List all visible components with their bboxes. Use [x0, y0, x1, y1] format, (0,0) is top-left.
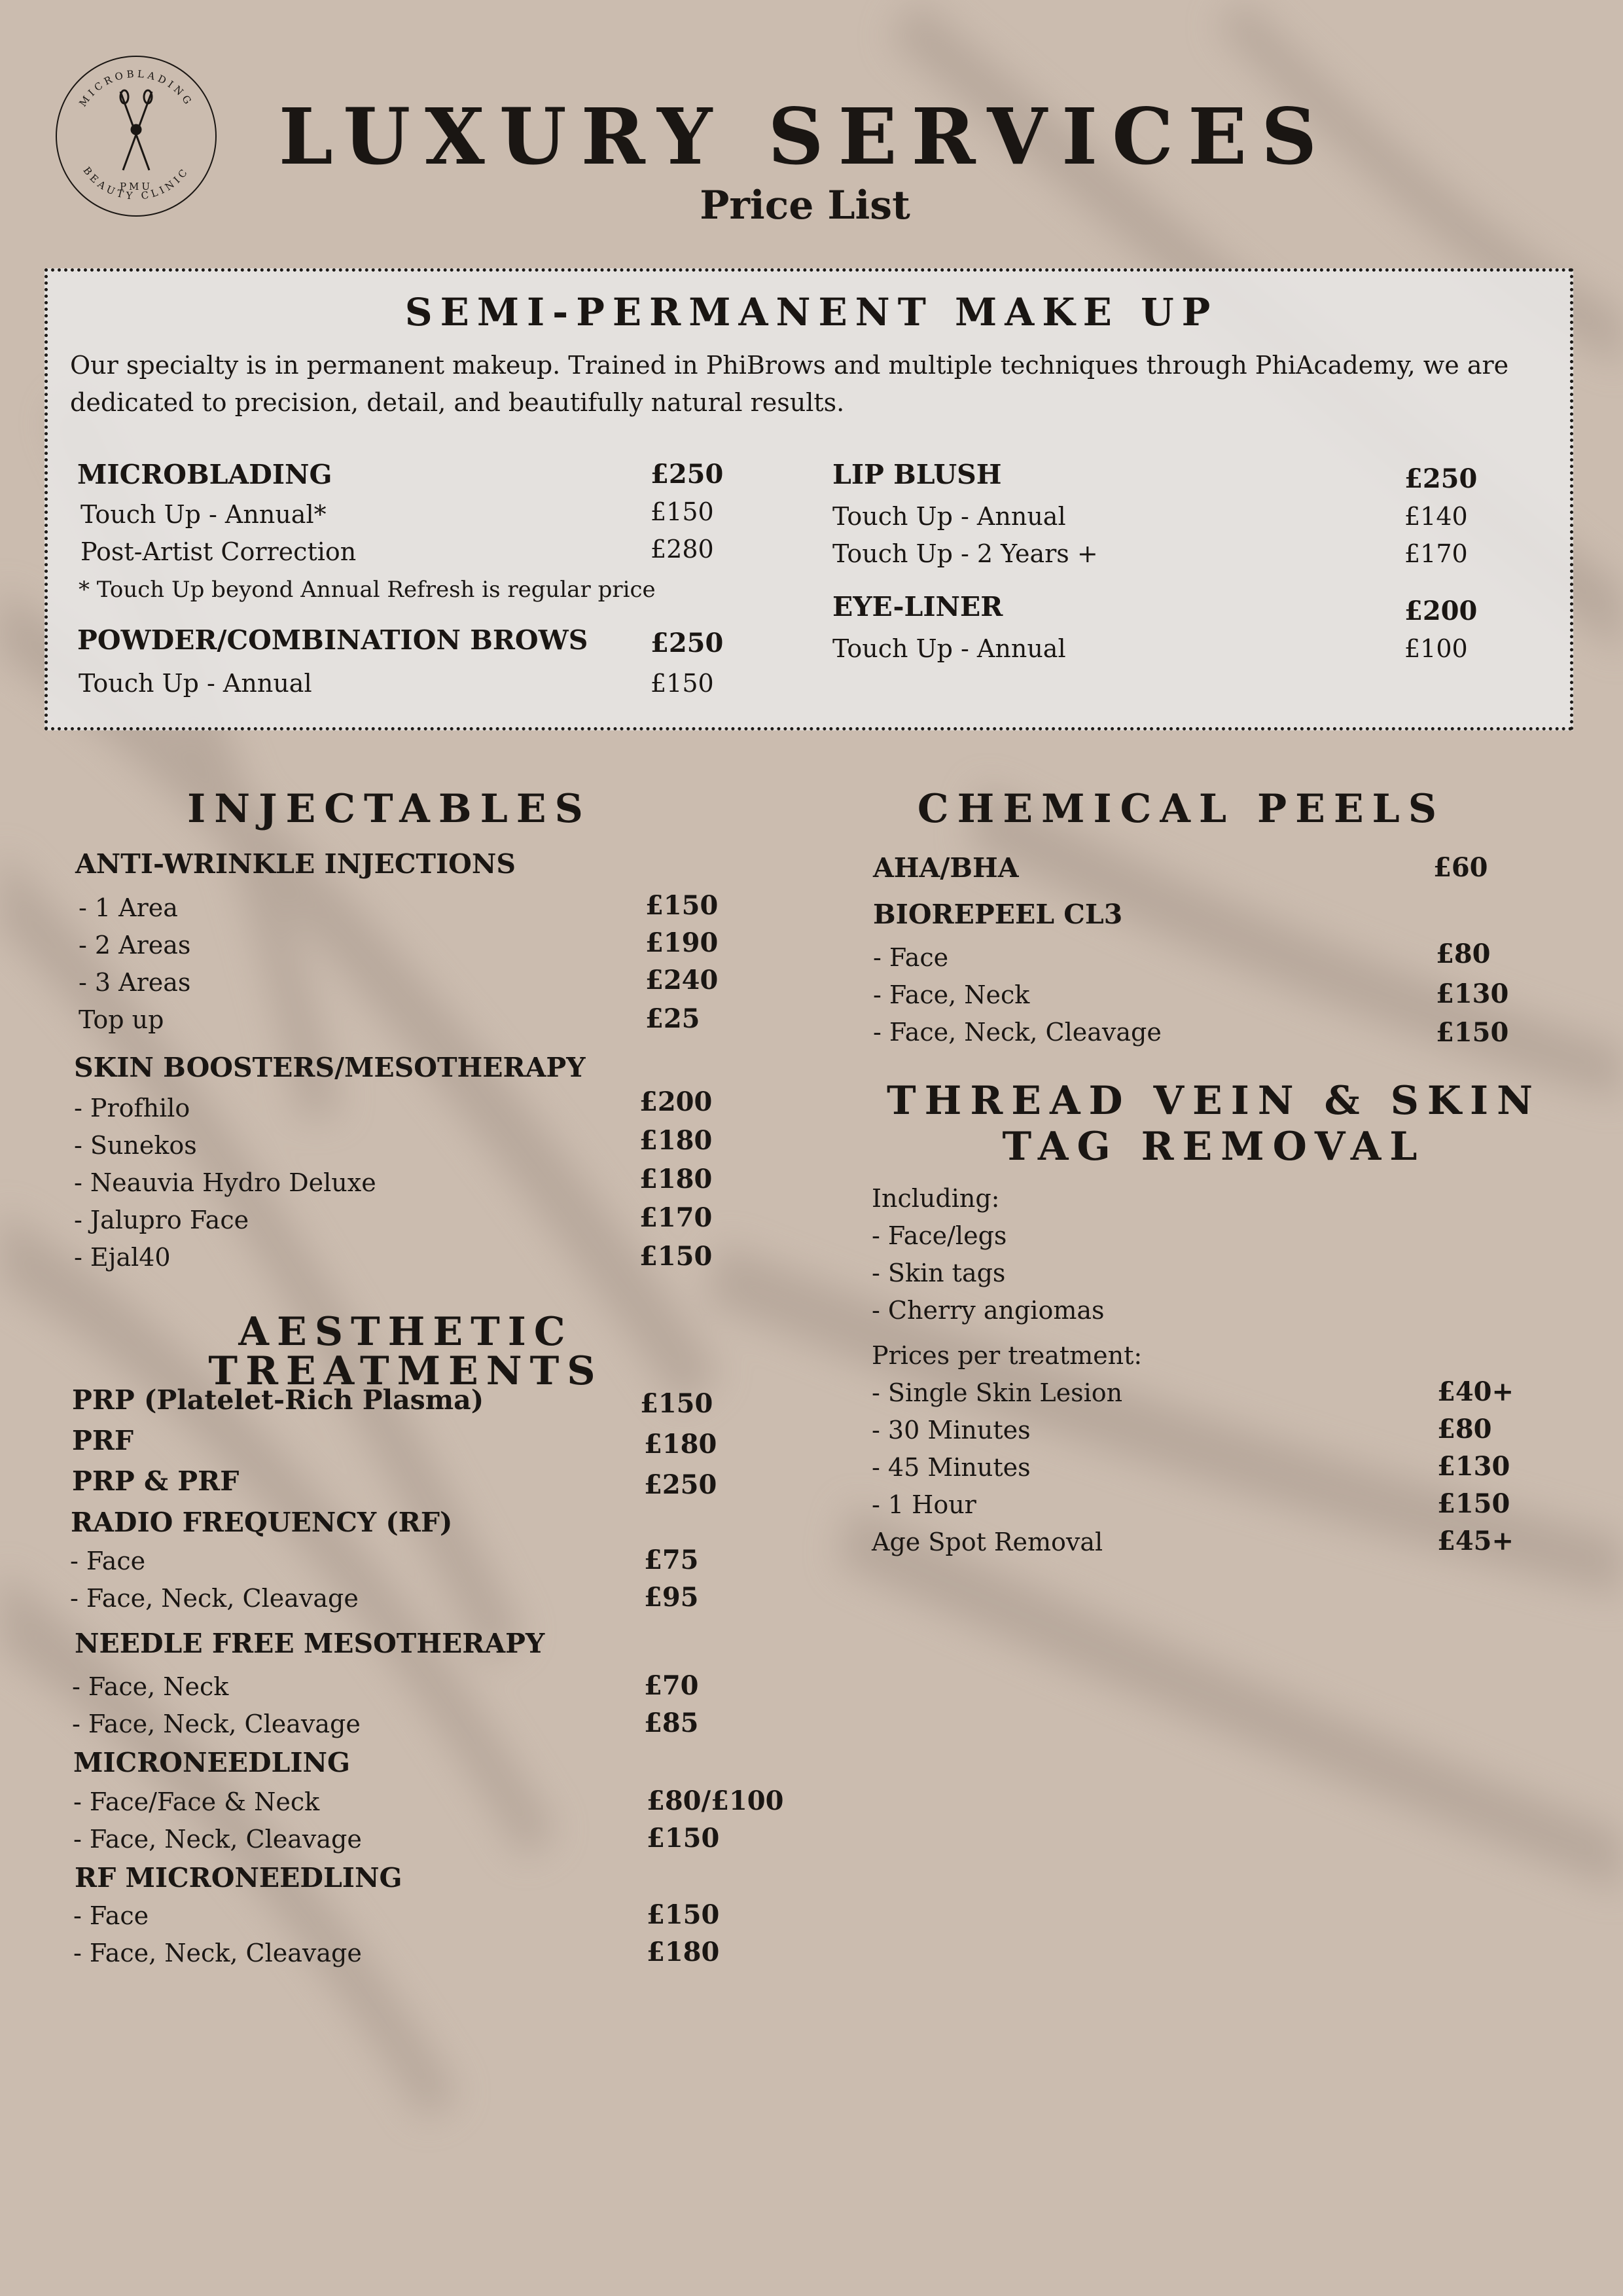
service-name: Top up [79, 1005, 164, 1034]
service-price: £170 [1404, 539, 1468, 568]
service-price: £150 [639, 1241, 713, 1272]
service-price: £100 [1404, 634, 1468, 663]
service-name: MICROBLADING [77, 459, 332, 490]
service-name: - Sunekos [74, 1131, 197, 1160]
service-price: £150 [1436, 1017, 1509, 1048]
service-group-title: NEEDLE FREE MESOTHERAPY [75, 1628, 545, 1659]
including-item: - Skin tags [872, 1259, 1006, 1287]
service-name: - Face, Neck, Cleavage [73, 1939, 362, 1967]
service-name: - Face [73, 1901, 149, 1930]
service-name: Post-Artist Correction [80, 537, 357, 566]
service-name: PRP & PRF [72, 1465, 240, 1497]
service-name: - 3 Areas [79, 968, 191, 997]
service-name: - Face, Neck [72, 1672, 229, 1701]
service-price: £150 [647, 1823, 720, 1854]
service-group-title: RF MICRONEEDLING [75, 1862, 402, 1893]
service-name: - Face, Neck, Cleavage [73, 1825, 362, 1854]
service-price: £130 [1437, 1451, 1510, 1482]
service-name: - Neauvia Hydro Deluxe [74, 1168, 376, 1197]
service-price: £130 [1436, 978, 1509, 1009]
service-name: - 30 Minutes [872, 1416, 1031, 1444]
service-name: Touch Up - 2 Years + [832, 539, 1098, 568]
service-price: £75 [644, 1545, 699, 1575]
service-price: £200 [639, 1086, 713, 1117]
page-subtitle: Price List [700, 183, 910, 228]
service-price: £180 [644, 1429, 717, 1460]
page-title: LUXURY SERVICES [278, 91, 1332, 182]
service-price: £180 [639, 1164, 713, 1194]
service-name: PRP (Platelet-Rich Plasma) [72, 1384, 484, 1416]
service-price: £250 [651, 459, 724, 490]
service-name: - Face [70, 1547, 146, 1575]
service-name: - Ejal40 [74, 1243, 171, 1272]
section-title-thread-vein-line1: THREAD VEIN & SKIN [887, 1078, 1541, 1124]
service-note: * Touch Up beyond Annual Refresh is regular price [79, 577, 656, 603]
including-item: - Face/legs [872, 1221, 1007, 1250]
service-price: £140 [1404, 502, 1468, 531]
service-name: - 45 Minutes [872, 1453, 1031, 1482]
service-name: - 2 Areas [79, 931, 191, 960]
service-price: £45+ [1437, 1526, 1514, 1556]
service-price: £95 [644, 1582, 699, 1613]
including-label: Including: [872, 1184, 1000, 1213]
service-price: £80 [1437, 1414, 1492, 1444]
service-name: Age Spot Removal [872, 1528, 1103, 1556]
service-name: - 1 Area [79, 893, 178, 922]
section-title-injectables: INJECTABLES [187, 786, 592, 832]
including-item: - Cherry angiomas [872, 1296, 1105, 1325]
service-name: EYE-LINER [832, 591, 1003, 622]
service-group-title: MICRONEEDLING [73, 1747, 351, 1778]
prices-label: Prices per treatment: [872, 1341, 1143, 1370]
service-name: - Face, Neck, Cleavage [70, 1584, 359, 1613]
service-price: £150 [640, 1388, 713, 1419]
service-price: £150 [651, 669, 714, 698]
service-price: £60 [1433, 852, 1488, 883]
service-name: - Face/Face & Neck [73, 1787, 320, 1816]
service-group-title: RADIO FREQUENCY (RF) [71, 1507, 453, 1538]
service-price: £40+ [1437, 1376, 1514, 1407]
service-price: £80 [1436, 939, 1491, 969]
service-name: - Face, Neck, Cleavage [72, 1710, 361, 1738]
spmu-title: SEMI-PERMANENT MAKE UP [404, 290, 1219, 334]
service-name: - Face [873, 943, 949, 972]
service-price: £70 [644, 1670, 699, 1701]
service-price: £180 [639, 1125, 713, 1156]
logo-ring-top-text: MICROBLADING [77, 67, 196, 109]
service-price: £25 [645, 1003, 700, 1034]
logo-ring-bottom-text: BEAUTY CLINIC [80, 164, 192, 202]
service-name: - 1 Hour [872, 1490, 976, 1519]
spmu-description: Our specialty is in permanent makeup. Trained in PhiBrows and multiple techniques through PhiAcademy, we are dedicated to precision, detail, and beautifully natural results. [70, 351, 1509, 417]
spmu-panel [45, 268, 1573, 730]
service-name: - Single Skin Lesion [872, 1378, 1123, 1407]
service-price: £250 [651, 628, 724, 658]
section-title-chemical-peels: CHEMICAL PEELS [917, 786, 1446, 832]
service-name: - Jalupro Face [74, 1206, 249, 1234]
service-name: - Face, Neck, Cleavage [873, 1018, 1162, 1047]
service-price: £150 [1437, 1488, 1510, 1519]
svg-text:MICROBLADING [77, 68, 195, 109]
service-price: £150 [647, 1899, 720, 1930]
service-name: PRF [72, 1425, 134, 1456]
service-group-title: BIOREPEEL CL3 [873, 899, 1123, 930]
service-price: £180 [647, 1937, 720, 1967]
service-price: £150 [645, 890, 719, 921]
scissors-icon [120, 90, 152, 170]
service-name: Touch Up - Annual [832, 502, 1066, 531]
service-name: AHA/BHA [873, 852, 1019, 884]
service-name: POWDER/COMBINATION BROWS [77, 624, 588, 656]
service-price: £280 [651, 535, 714, 564]
service-group-title: SKIN BOOSTERS/MESOTHERAPY [74, 1052, 586, 1083]
service-price: £200 [1404, 596, 1478, 626]
service-group-title: ANTI-WRINKLE INJECTIONS [75, 848, 516, 880]
service-name: - Face, Neck [873, 980, 1030, 1009]
section-title-thread-vein-line2: TAG REMOVAL [1002, 1124, 1426, 1170]
clinic-logo [51, 51, 221, 221]
logo-center-text: PMU [119, 181, 153, 192]
section-title-aesthetic: AESTHETIC TREATMENTS [208, 1309, 603, 1394]
service-name: Touch Up - Annual [79, 669, 312, 698]
service-price: £150 [651, 497, 714, 526]
service-price: £170 [639, 1202, 713, 1233]
service-name: - Profhilo [74, 1094, 190, 1122]
service-price: £80/£100 [647, 1785, 784, 1816]
service-name: Touch Up - Annual [832, 634, 1066, 663]
service-price: £190 [645, 927, 719, 958]
service-name: Touch Up - Annual* [80, 500, 327, 529]
service-price: £85 [644, 1708, 699, 1738]
service-price: £250 [644, 1469, 717, 1500]
service-price: £240 [645, 965, 719, 996]
service-name: LIP BLUSH [832, 459, 1002, 490]
service-price: £250 [1404, 463, 1478, 494]
